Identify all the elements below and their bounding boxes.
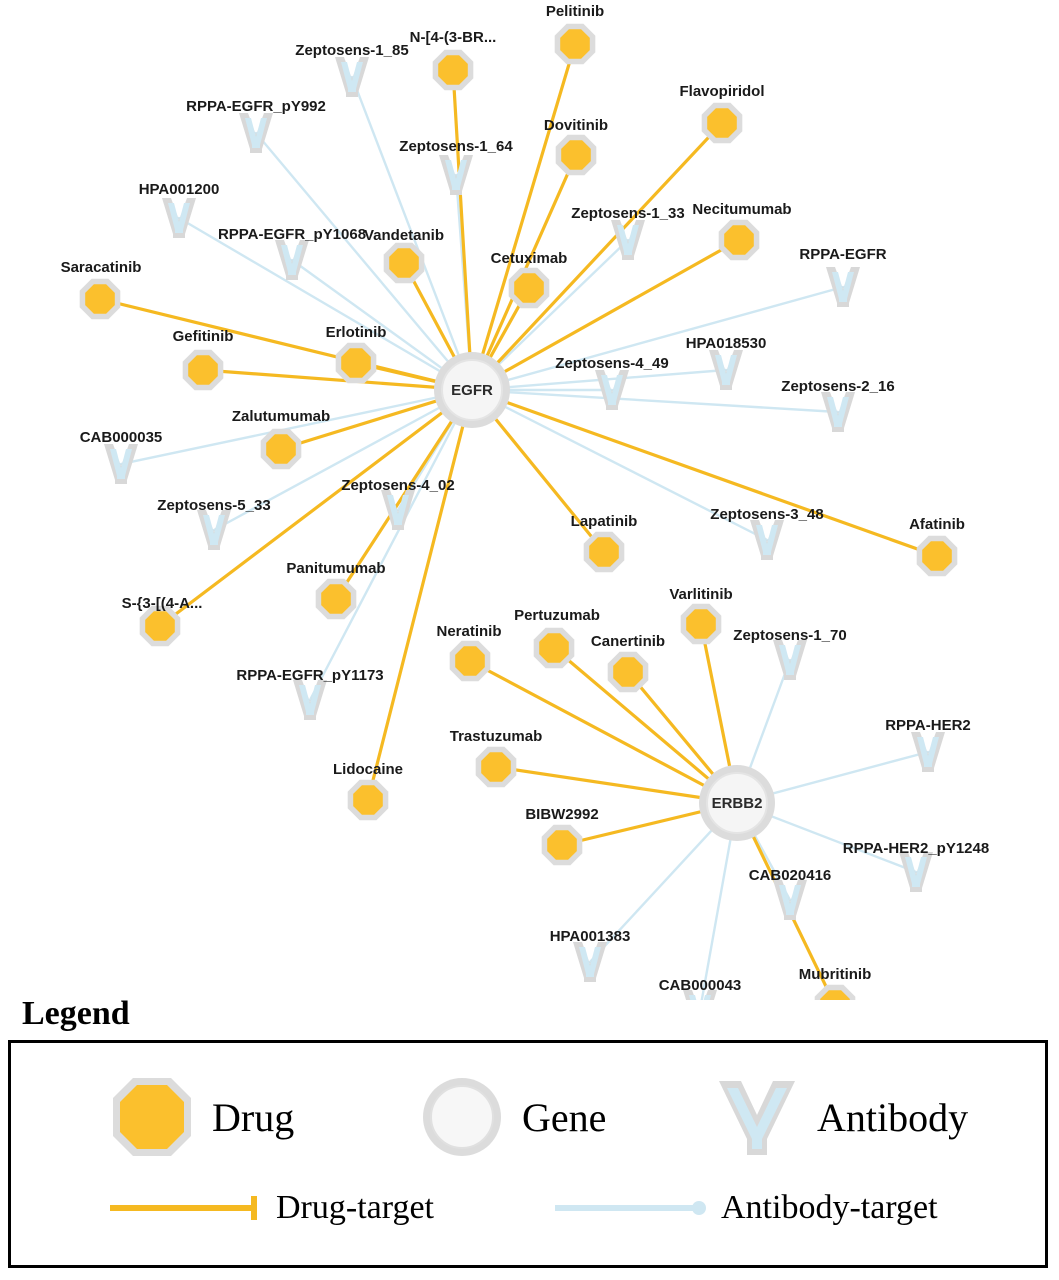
node-label: N-[4-(3-BR...: [409, 29, 497, 46]
node-label: Trastuzumab: [449, 728, 543, 745]
gene-icon: [416, 1071, 508, 1163]
gene-label: ERBB2: [711, 795, 763, 812]
node-label: Neratinib: [436, 623, 502, 640]
node-label: Vandetanib: [363, 227, 445, 244]
drug-body: [922, 541, 952, 571]
drug-body: [389, 248, 419, 278]
node-label: Flavopiridol: [679, 83, 765, 100]
drug-body: [539, 633, 569, 663]
node-label: CAB000035: [79, 429, 163, 446]
legend-label-drug-target: Drug-target: [276, 1189, 434, 1226]
drug-body: [547, 830, 577, 860]
drug-body: [321, 584, 351, 614]
legend-item-antibody: [711, 1071, 968, 1163]
antibody-target-edge-icon: [551, 1188, 711, 1228]
node-label: Lidocaine: [332, 761, 404, 778]
drug-body: [561, 140, 591, 170]
node-label: RPPA-HER2: [885, 717, 971, 734]
drug-body: [707, 108, 737, 138]
antibody-icon: [711, 1071, 803, 1163]
node-label: BIBW2992: [525, 806, 599, 823]
node-label: HPA018530: [685, 335, 767, 352]
drug-node[interactable]: [509, 268, 550, 309]
label-layer: [61, 3, 990, 994]
node-label: Zeptosens-4_02: [341, 477, 455, 494]
drug-node[interactable]: [681, 604, 722, 645]
legend-item-antibody-target: [551, 1188, 938, 1228]
drug-node[interactable]: [348, 780, 389, 821]
edge: [453, 70, 472, 390]
node-label: Zeptosens-4_49: [555, 355, 669, 372]
drug-node[interactable]: [261, 429, 302, 470]
node-label: Panitumumab: [286, 560, 386, 577]
drug-node[interactable]: [584, 532, 625, 573]
node-label: Zalutumumab: [231, 408, 331, 425]
legend-item-drug: [106, 1071, 294, 1163]
drug-node[interactable]: [719, 220, 760, 261]
drug-body: [589, 537, 619, 567]
legend-label-antibody-target: Antibody-target: [721, 1189, 938, 1226]
edge: [472, 390, 937, 556]
drug-body: [686, 609, 716, 639]
node-label: Dovitinib: [543, 117, 609, 134]
drug-node[interactable]: [702, 103, 743, 144]
edge: [310, 390, 472, 700]
legend-label-antibody: Antibody: [817, 1094, 969, 1140]
node-label: HPA001200: [138, 181, 220, 198]
node-label: RPPA-EGFR_pY1173: [236, 667, 384, 684]
node-label: Afatinib: [909, 516, 965, 533]
node-label: RPPA-EGFR: [799, 246, 887, 263]
legend-edge-row: [11, 1188, 1045, 1248]
drug-node[interactable]: [336, 343, 377, 384]
drug-body: [353, 785, 383, 815]
legend-box: [8, 1040, 1048, 1268]
legend-label-gene: Gene: [522, 1094, 607, 1140]
drug-node[interactable]: [815, 985, 856, 1000]
node-label: Zeptosens-1_33: [571, 205, 685, 222]
drug-node[interactable]: [316, 579, 357, 620]
node-label: S-{3-[(4-A...: [121, 595, 203, 612]
drug-body: [514, 273, 544, 303]
drug-node[interactable]: [542, 825, 583, 866]
node-label: RPPA-EGFR_pY1068: [217, 226, 367, 243]
node-label: Pertuzumab: [514, 607, 600, 624]
node-label: Zeptosens-5_33: [157, 497, 271, 514]
drug-icon: [106, 1071, 198, 1163]
drug-body: [266, 434, 296, 464]
drug-node[interactable]: [433, 50, 474, 91]
drug-body: [481, 752, 511, 782]
drug-body: [724, 225, 754, 255]
drug-node[interactable]: [450, 641, 491, 682]
node-label: HPA001383: [549, 928, 631, 945]
drug-node[interactable]: [555, 24, 596, 65]
node-label: CAB000043: [658, 977, 742, 994]
node-label: Varlitinib: [669, 586, 733, 603]
drug-body: [455, 646, 485, 676]
drug-node[interactable]: [80, 279, 121, 320]
antibody-body: [689, 995, 711, 1000]
drug-body: [145, 611, 175, 641]
node-label: Zeptosens-1_70: [733, 627, 847, 644]
legend-node-row: [11, 1061, 1045, 1171]
node-label: Erlotinib: [325, 324, 387, 341]
node-label: RPPA-EGFR_pY992: [186, 98, 326, 115]
legend-label-drug: Drug: [212, 1094, 295, 1140]
node-label: Canertinib: [590, 633, 666, 650]
node-label: Mubritinib: [798, 966, 872, 983]
legend-item-drug-target: [106, 1188, 434, 1228]
drug-node[interactable]: [183, 350, 224, 391]
drug-node[interactable]: [476, 747, 517, 788]
drug-target-edge-icon: [106, 1188, 266, 1228]
drug-body: [85, 284, 115, 314]
legend-title: Legend: [22, 995, 130, 1032]
drug-node[interactable]: [608, 652, 649, 693]
node-label: Cetuximab: [490, 250, 568, 267]
drug-node[interactable]: [384, 243, 425, 284]
drug-body: [188, 355, 218, 385]
legend-item-gene: [416, 1071, 606, 1163]
drug-body: [613, 657, 643, 687]
node-label: Zeptosens-1_85: [295, 42, 409, 59]
node-label: Saracatinib: [60, 259, 142, 276]
drug-body: [560, 29, 590, 59]
node-label: Zeptosens-2_16: [781, 378, 895, 395]
node-label: Lapatinib: [570, 513, 638, 530]
node-label: Gefitinib: [172, 328, 234, 345]
node-label: Zeptosens-1_64: [399, 138, 513, 155]
edge: [472, 44, 575, 390]
node-label: Necitumumab: [692, 201, 792, 218]
node-label: RPPA-HER2_pY1248: [842, 840, 990, 857]
drug-body: [341, 348, 371, 378]
drug-node[interactable]: [534, 628, 575, 669]
node-label: CAB020416: [748, 867, 832, 884]
gene-label: EGFR: [451, 382, 493, 399]
drug-node[interactable]: [556, 135, 597, 176]
drug-body: [438, 55, 468, 85]
drug-node[interactable]: [917, 536, 958, 577]
node-label: Pelitinib: [545, 3, 605, 20]
node-label: Zeptosens-3_48: [710, 506, 824, 523]
